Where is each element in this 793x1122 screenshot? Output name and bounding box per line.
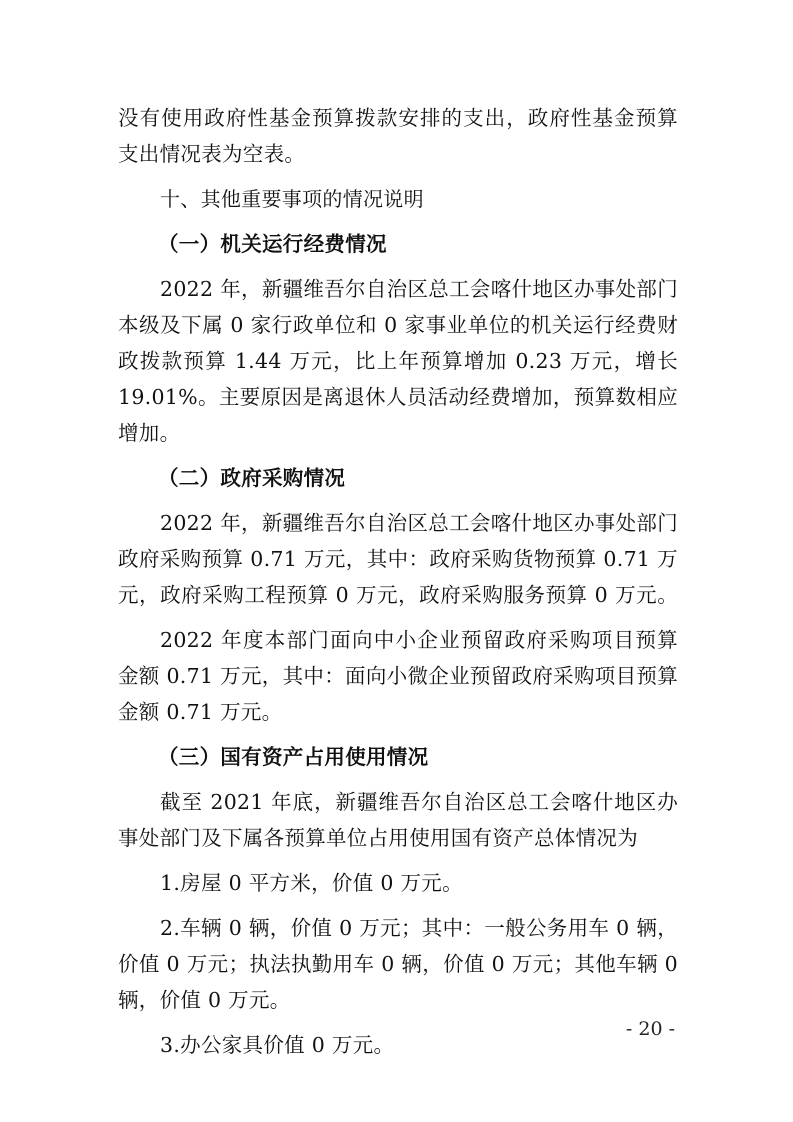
- text-line: 没有使用政府性基金预算拨款安排的支出，政府性基金预算: [118, 106, 678, 130]
- text-line: 价值 0 万元；执法执勤用车 0 辆，价值 0 万元；其他车辆 0: [118, 952, 678, 976]
- text-line: 19.01%。主要原因是离退休人员活动经费增加，预算数相应: [118, 385, 678, 409]
- subsection-heading: （三）国有资产占用使用情况: [158, 745, 429, 769]
- text-line: 2022 年度本部门面向中小企业预留政府采购项目预算: [160, 628, 678, 652]
- text-line: 本级及下属 0 家行政单位和 0 家事业单位的机关运行经费财: [118, 313, 678, 337]
- text-line: 增加。: [118, 421, 181, 445]
- document-body: [118, 100, 678, 1063]
- list-item: 3.办公家具价值 0 万元。: [160, 1033, 395, 1057]
- text-line: 元，政府采购工程预算 0 万元，政府采购服务预算 0 万元。: [118, 583, 678, 607]
- subsection-heading: （一）机关运行经费情况: [158, 232, 387, 256]
- text-line: 支出情况表为空表。: [118, 142, 306, 166]
- text-line: 政府采购预算 0.71 万元，其中：政府采购货物预算 0.71 万: [118, 547, 678, 571]
- list-item: 2.车辆 0 辆，价值 0 万元；其中：一般公务用车 0 辆，: [160, 916, 678, 940]
- text-line: 截至 2021 年底，新疆维吾尔自治区总工会喀什地区办: [160, 790, 678, 814]
- text-line: 辆，价值 0 万元。: [118, 988, 291, 1012]
- page-number: - 20 -: [625, 1018, 675, 1040]
- text-line: 金额 0.71 万元，其中：面向小微企业预留政府采购项目预算: [118, 664, 678, 688]
- text-line: 2022 年，新疆维吾尔自治区总工会喀什地区办事处部门: [160, 511, 678, 535]
- section-heading: 十、其他重要事项的情况说明: [160, 187, 424, 211]
- text-line: 政拨款预算 1.44 万元，比上年预算增加 0.23 万元，增长: [118, 349, 678, 373]
- list-item: 1.房屋 0 平方米，价值 0 万元。: [160, 871, 463, 895]
- text-line: 金额 0.71 万元。: [118, 700, 283, 724]
- subsection-heading: （二）政府采购情况: [158, 466, 346, 490]
- text-line: 2022 年，新疆维吾尔自治区总工会喀什地区办事处部门: [160, 277, 678, 301]
- text-line: 事处部门及下属各预算单位占用使用国有资产总体情况为: [118, 826, 638, 850]
